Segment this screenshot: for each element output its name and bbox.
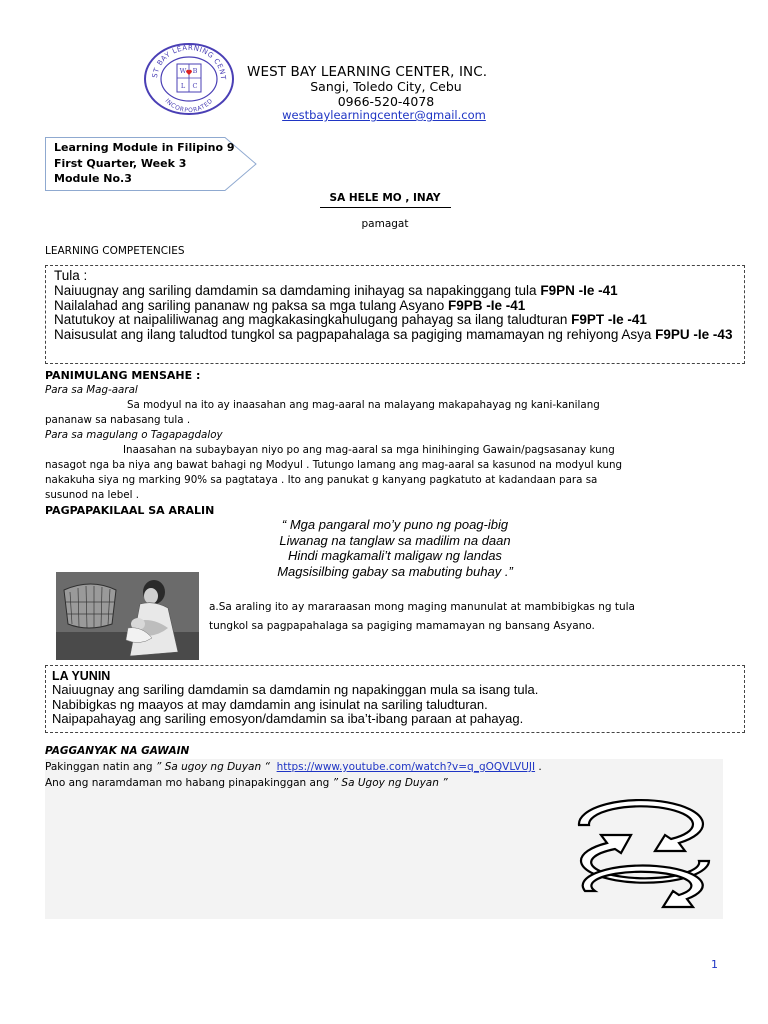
circular-arrows-graphic xyxy=(559,795,725,915)
para-magulang-text: Inaasahan na subaybayan niyo po ang mag-aaral sa mga hinihinging Gawain/pagsasanay kung xyxy=(123,444,615,456)
layunin-box xyxy=(45,665,745,733)
module-tag xyxy=(45,137,257,191)
lesson-introduction-line: a.Sa araling ito ay mararaasan mong maging manunulat at mambibigkas ng tula xyxy=(209,601,635,613)
lesson-introduction-line: tungkol sa pagpapahalaga sa pagiging mamamayan ng bansang Asyano. xyxy=(209,619,595,632)
tula-label: Tula : xyxy=(54,268,88,283)
pagganyak-question-text: Ano ang naramdaman mo habang pinapakinggan ang xyxy=(45,777,333,789)
para-mag-aaral-text: pananaw sa nabasang tula . xyxy=(45,414,191,426)
pagganyak-question xyxy=(45,777,448,789)
poem-excerpt xyxy=(240,517,550,579)
module-quarter-week: First Quarter, Week 3 xyxy=(54,156,187,170)
organization-email-link[interactable]: westbaylearningcenter@gmail.com xyxy=(282,108,486,122)
layunin-item: Naiuugnay ang sariling damdamin sa damdamin ng napakinggan mula sa isang tula. xyxy=(52,682,539,698)
learning-competencies-heading: LEARNING COMPETENCIES xyxy=(45,245,185,257)
lesson-subtitle: pamagat xyxy=(361,218,409,230)
poem-line: Magsisilbing gabay sa mabuting buhay .” xyxy=(277,563,513,579)
lesson-introduction xyxy=(209,598,729,635)
logo-letter-b: B xyxy=(192,67,198,75)
organization-phone: 0966-520-4078 xyxy=(337,94,435,109)
layunin-item: Naipapahayag ang sariling emosyon/damdamin sa iba’t-ibang paraan at pahayag. xyxy=(52,710,524,726)
logo-letter-w: W xyxy=(179,67,187,75)
logo-text-top: ST BAY LEARNING CENT xyxy=(151,43,228,81)
poem-line: Liwanag na tanglaw sa madilim na daan xyxy=(279,532,511,548)
para-mag-aaral-label: Para sa Mag-aaral xyxy=(45,384,138,396)
competency-item: Natutukoy at naipaliliwanag ang magkakasingkahulugang pahayag sa ilang taludturan F9PT -Ie -41 xyxy=(54,312,647,328)
competency-code: F9PU -Ie -43 xyxy=(655,327,733,343)
para-mag-aaral-text: Sa modyul na ito ay inaasahan ang mag-aaral na malayang makapahayag ng kani-kanilang xyxy=(127,399,600,411)
pagganyak-instruction xyxy=(45,761,542,773)
competency-code: F9PN -Ie -41 xyxy=(540,282,618,298)
pagganyak-instruction-text: Pakinggan natin ang xyxy=(45,761,156,773)
layunin-item: Nabibigkas ng maayos at may damdamin ang isinulat na sariling taludturan. xyxy=(52,696,488,712)
pagganyak-heading: PAGGANYAK NA GAWAIN xyxy=(45,745,190,757)
panimulang-mensahe-heading: PANIMULANG MENSAHE : xyxy=(45,369,201,382)
song-title: ” Sa ugoy ng Duyan “ xyxy=(155,761,270,773)
poem-line: Hindi magkamali’t maligaw ng landas xyxy=(288,548,502,563)
poem-line: “ Mga pangaral mo’y puno ng poag-ibig xyxy=(281,517,509,532)
para-magulang-text: susunod na lebel . xyxy=(45,489,139,501)
title-underline xyxy=(320,207,451,208)
pagganyak-instruction-suffix: . xyxy=(535,761,542,773)
page-number: 1 xyxy=(711,958,718,971)
lesson-title: SA HELE MO , INAY xyxy=(329,192,441,204)
module-subject: Learning Module in Filipino 9 xyxy=(54,141,235,154)
pagpapakilala-heading: PAGPAPAKILAAL SA ARALIN xyxy=(45,504,215,517)
logo-letter-l: L xyxy=(180,82,186,90)
competency-code: F9PT -Ie -41 xyxy=(571,312,647,328)
mother-and-baby-photo xyxy=(56,572,199,660)
layunin-heading: LA YUNIN xyxy=(52,669,111,683)
competency-item: Naiuugnay ang sariling damdamin sa damdaming inihayag sa napakinggang tula F9PN -Ie -41 xyxy=(54,282,618,298)
panimulang-mensahe-section xyxy=(45,368,745,518)
para-magulang-label: Para sa magulang o Tagapagdaloy xyxy=(45,429,223,441)
para-magulang-text: nasagot nga ba niya ang bawat bahagi ng Modyul . Tutungo lamang ang mag-aaral sa kasunod na modyul kung xyxy=(45,459,623,471)
organization-address: Sangi, Toledo City, Cebu xyxy=(310,79,462,94)
logo-text-bottom: INCORPORATED xyxy=(163,97,215,115)
organization-name: WEST BAY LEARNING CENTER, INC. xyxy=(247,64,488,80)
youtube-link[interactable]: https://www.youtube.com/watch?v=q_gOQVLVUJI xyxy=(276,761,536,773)
song-title: ” Sa Ugoy ng Duyan ” xyxy=(332,777,448,789)
module-number: Module No.3 xyxy=(54,172,132,185)
logo-letter-c: C xyxy=(192,82,198,90)
competency-item: Nailalahad ang sariling pananaw ng paksa sa mga tulang Asyano F9PB -Ie -41 xyxy=(54,297,526,313)
school-logo xyxy=(143,42,235,116)
competency-code: F9PB -Ie -41 xyxy=(448,297,526,313)
competency-item: Naisusulat ang ilang taludtod tungkol sa pagpapahalaga sa pagiging mamamayan ng rehiyong Asya F9PU -Ie -43 xyxy=(54,327,733,343)
para-magulang-text: nakakuha siya ng marking 90% sa pagtataya . Ito ang panukat g kanyang pagkatuto at kadandaan para sa xyxy=(45,474,598,486)
learning-competencies-box xyxy=(45,265,745,364)
